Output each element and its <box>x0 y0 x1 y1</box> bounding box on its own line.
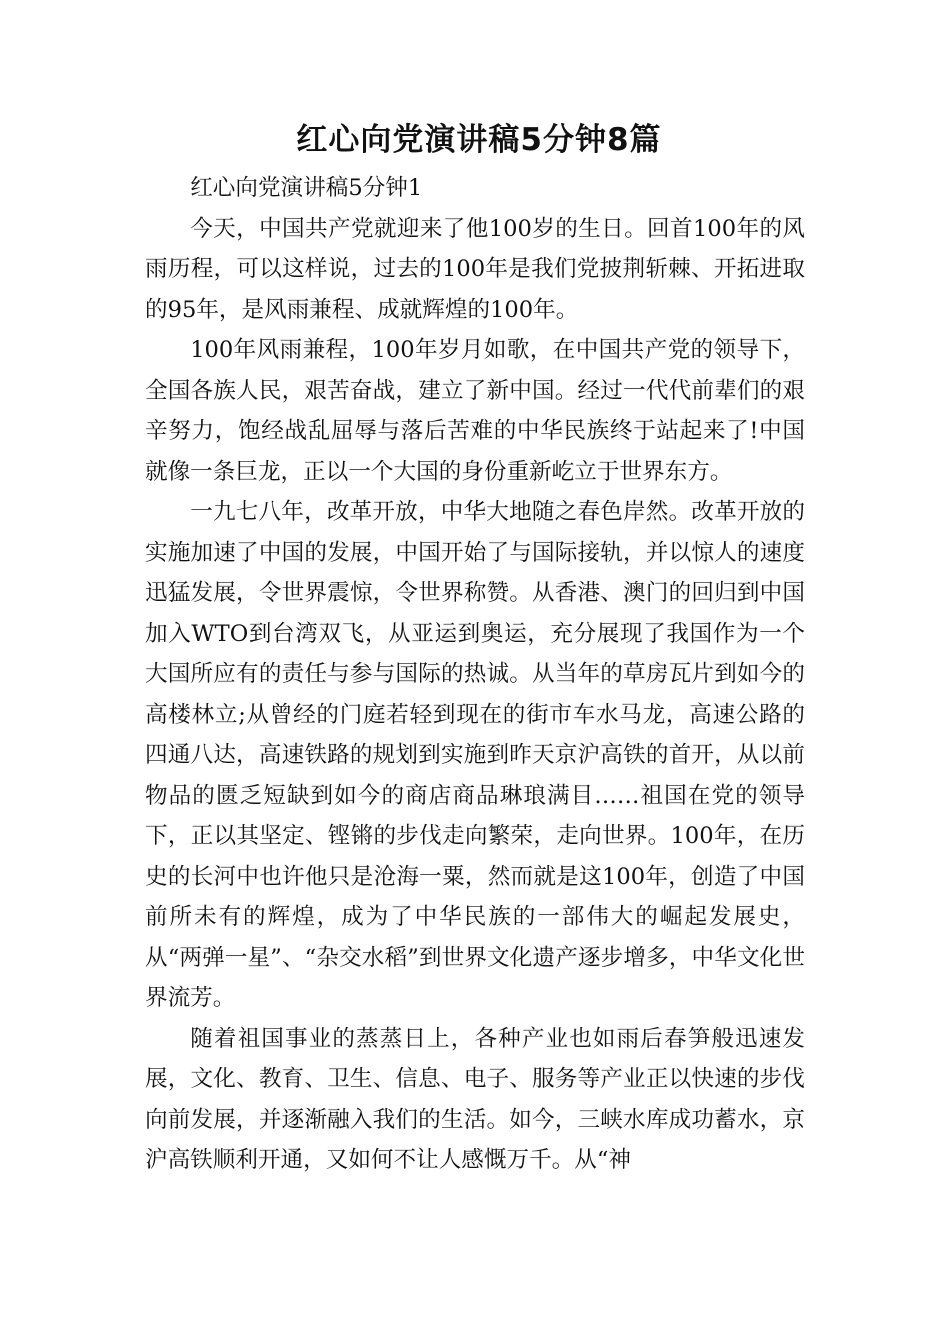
document-title: 红心向党演讲稿5分钟8篇 <box>296 122 662 158</box>
paragraph-3: 一九七八年，改革开放，中华大地随之春色岸然。改革开放的实施加速了中国的发展，中国开始了与国际接轨，并以惊人的速度迅猛发展，令世界震惊，令世界称赞。从香港、澳门的回归到中国加入WTO到台湾双飞，从亚运到奥运，充分展现了我国作为一个大国所应有的责任与参与国际的热诚。从当年的草房瓦片到如今的高楼林立;从曾经的门庭若轻到现在的街市车水马龙，高速公路的四通八达，高速铁路的规划到实施到昨天京沪高铁的首开，从以前物品的匮乏短缺到如今的商店商品琳琅满目……祖国在党的领导下，正以其坚定、铿锵的步伐走向繁荣，走向世界。100年，在历史的长河中也许他只是沧海一粟，然而就是这100年，创造了中国前所未有的辉煌，成为了中华民族的一部伟大的崛起发展史，从“两弹一星”、“杂交水稻”到世界文化遗产逐步增多，中华文化世界流芳。 <box>145 499 805 1011</box>
document-page <box>145 118 805 1181</box>
section-subtitle: 红心向党演讲稿5分钟1 <box>190 175 423 201</box>
paragraph-2: 100年风雨兼程，100年岁月如歌，在中国共产党的领导下，全国各族人民，艰苦奋战，建立了新中国。经过一代代前辈们的艰辛努力，饱经战乱屈辱与落后苦难的中华民族终于站起来了!中国就像一条巨龙，正以一个大国的身份重新屹立于世界东方。 <box>145 337 805 485</box>
paragraph-1: 今天，中国共产党就迎来了他100岁的生日。回首100年的风雨历程，可以这样说，过去的100年是我们党披荆斩棘、开拓进取的95年，是风雨兼程、成就辉煌的100年。 <box>145 215 805 323</box>
paragraph-4: 随着祖国事业的蒸蒸日上，各种产业也如雨后春笋般迅速发展，文化、教育、卫生、信息、电子、服务等产业正以快速的步伐向前发展，并逐渐融入我们的生活。如今，三峡水库成功蓄水，京沪高铁顺利开通，又如何不让人感慨万千。从“神 <box>145 1025 805 1173</box>
